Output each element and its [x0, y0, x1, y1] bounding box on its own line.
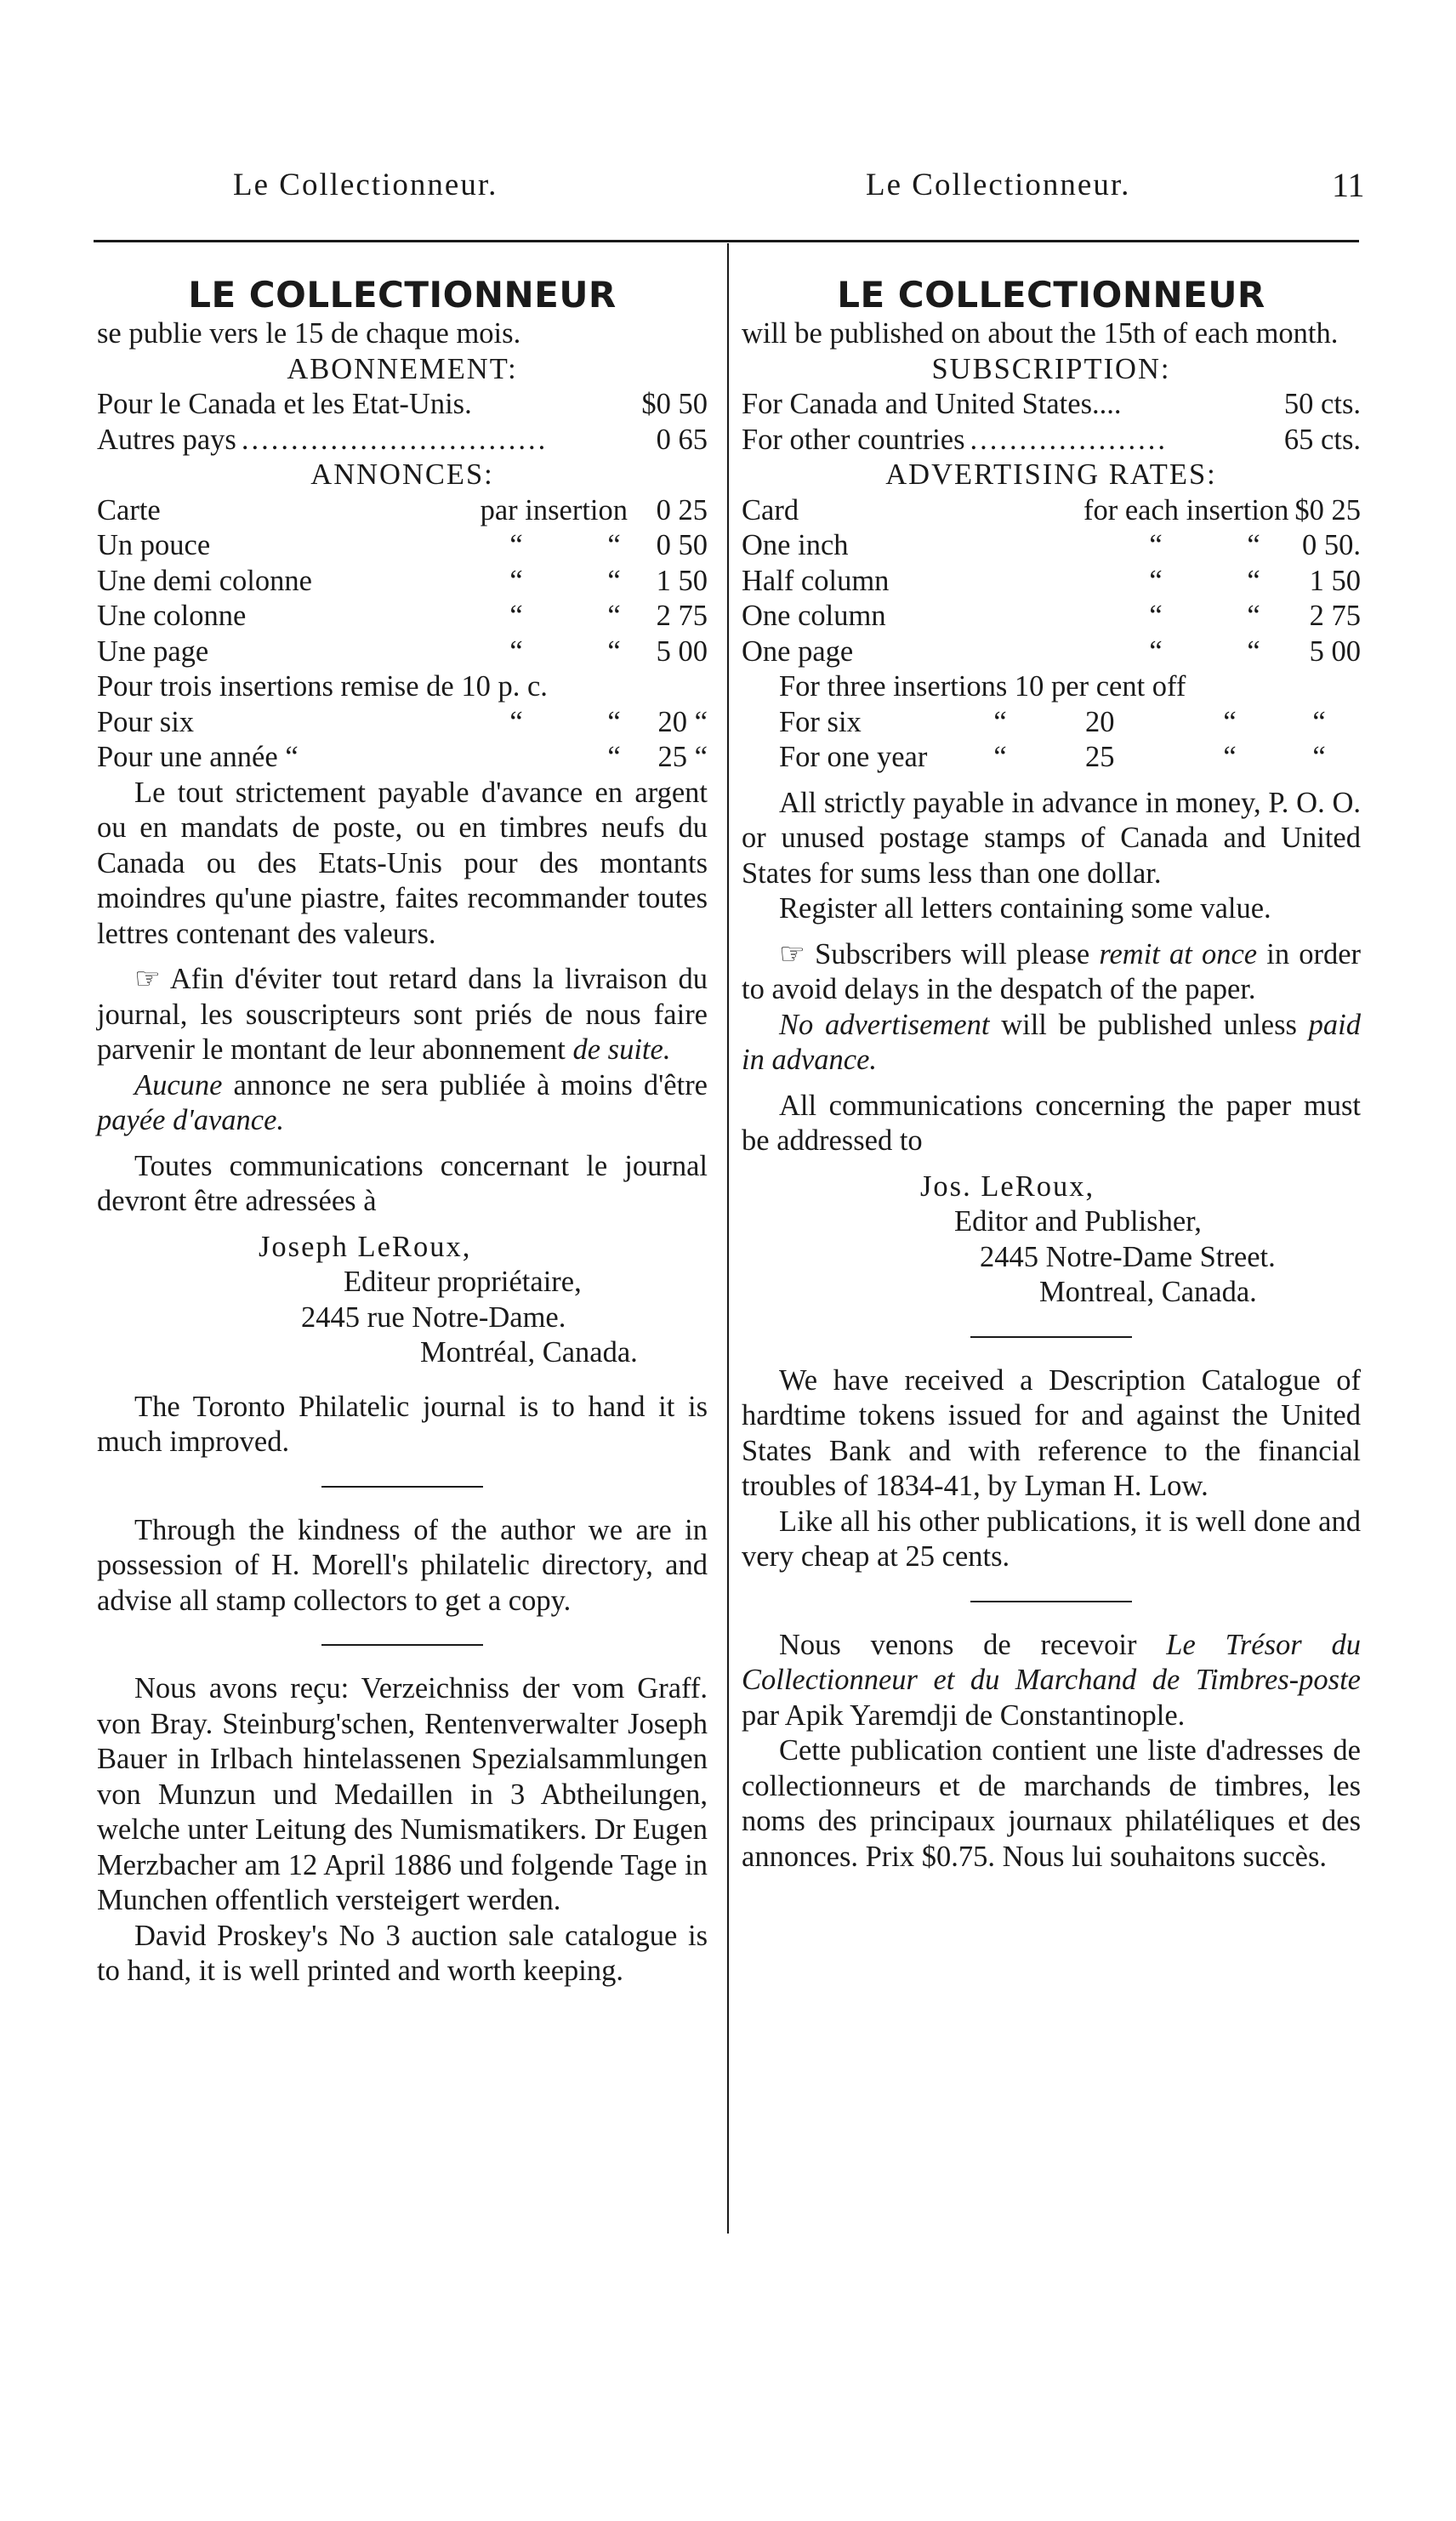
left-subscription-heading: ABONNEMENT:: [287, 352, 518, 385]
right-ad-row: One column “ “ 2 75: [742, 600, 1361, 632]
right-no-ad-paragraph: No advertisement will be published unless paid in advance.: [742, 1008, 1361, 1076]
left-ad-row: Carte par insertion 0 25: [97, 493, 708, 526]
right-separator: [970, 1601, 1132, 1602]
left-address-city: Montréal, Canada.: [420, 1336, 638, 1369]
left-discount-line: Pour six “ “ 20 “: [97, 705, 708, 738]
right-separator: [970, 1336, 1132, 1338]
left-column: [97, 274, 708, 1989]
right-ad-row: Card for each insertion $0 25: [742, 493, 1361, 526]
pointing-hand-icon: ☞: [134, 963, 161, 995]
right-register-paragraph: Register all letters containing some value.: [779, 892, 1271, 925]
right-remit-paragraph: ☞ Subscribers will please remit at once in order to avoid delays in the despatch of the paper.: [742, 937, 1361, 1005]
left-separator: [321, 1486, 483, 1488]
left-news-item: Through the kindness of the author we are in possession of H. Morell's philatelic directory, and advise all stamp collectors to get a copy.: [97, 1513, 708, 1617]
right-discount-line: For three insertions 10 per cent off: [779, 670, 1186, 703]
left-separator: [321, 1644, 483, 1646]
right-ad-row: Half column “ “ 1 50: [742, 564, 1361, 597]
left-ad-row: Une demi colonne “ “ 1 50: [97, 564, 708, 597]
right-news-item: Cette publication contient une liste d'adresses de collectionneurs et de marchands de timbres, les noms des principaux journaux philatéliques et des annonces. Prix $0.75. Nous lui souhaitons succès.: [742, 1734, 1361, 1873]
right-address-street: 2445 Notre-Dame Street.: [980, 1240, 1276, 1273]
left-sub-row: Autres pays ............................... 0 65: [97, 423, 708, 456]
left-running-head: Le Collectionneur.: [233, 168, 498, 202]
right-news-item: Nous venons de recevoir Le Trésor du Collectionneur et du Marchand de Timbres-poste par Apik Yaremdji de Constantinople.: [742, 1628, 1361, 1732]
right-address-title: Editor and Publisher,: [954, 1205, 1202, 1238]
left-address-name: Joseph LeRoux,: [259, 1230, 472, 1263]
right-address-name: Jos. LeRoux,: [920, 1169, 1095, 1203]
right-ads-heading: ADVERTISING RATES:: [885, 458, 1217, 491]
left-discount-line: Pour une année “ “ 25 “: [97, 741, 708, 773]
right-column: [742, 274, 1361, 1875]
header-rule: [94, 240, 1359, 242]
left-ad-row: Une colonne “ “ 2 75: [97, 600, 708, 632]
left-ads-heading: ANNONCES:: [310, 458, 494, 491]
right-masthead: LE COLLECTIONNEUR: [837, 274, 1265, 316]
left-delay-paragraph: ☞ Afin d'éviter tout retard dans la livraison du journal, les souscripteurs sont priés de nous faire parvenir le montant de leur abonnement de suite.: [97, 963, 708, 1066]
right-news-item: We have received a Description Catalogue of hardtime tokens issued for and against the United States Bank and with reference to the financial troubles of 1834-41, by Lyman H. Low.: [742, 1363, 1361, 1502]
left-address-title: Editeur propriétaire,: [344, 1266, 582, 1298]
left-news-item: Nous avons reçu: Verzeichniss der vom Graff. von Bray. Steinburg'schen, Rentenverwalter Joseph Bauer in Irlbach hintelassenen Spezialsammlungen von Munzun und Medaillen in 3 Abtheilungen, welche unter Leitung des Numismatikers. Dr Eugen Merzbacher am 12 April 1886 und folgende Tage in Munchen offentlich versteigert werden.: [97, 1672, 708, 1916]
left-masthead: LE COLLECTIONNEUR: [188, 274, 617, 316]
right-discount-line: For one year “ 25 “ “: [779, 741, 1326, 773]
left-news-item: David Proskey's No 3 auction sale catalogue is to hand, it is well printed and worth keeping.: [97, 1919, 708, 1987]
left-news-item: The Toronto Philatelic journal is to hand it is much improved.: [97, 1390, 708, 1458]
left-payment-paragraph: Le tout strictement payable d'avance en argent ou en mandats de poste, ou en timbres neufs du Canada ou des Etats-Unis pour des montants moindres qu'une piastre, faites recommander toutes lettres contenant des valeurs.: [97, 776, 708, 950]
right-payment-paragraph: All strictly payable in advance in money, P. O. O. or unused postage stamps of Canada and United States for sums less than one dollar.: [742, 786, 1361, 890]
right-ad-row: One page “ “ 5 00: [742, 635, 1361, 668]
right-running-head: Le Collectionneur.: [866, 168, 1131, 202]
right-address-city: Montreal, Canada.: [1039, 1276, 1257, 1308]
right-sub-row: For other countries .................... 65 cts.: [742, 423, 1361, 456]
page-number: 11: [1332, 166, 1365, 204]
right-subscription-heading: SUBSCRIPTION:: [931, 352, 1171, 385]
column-divider: [727, 243, 729, 2234]
pointing-hand-icon: ☞: [779, 937, 805, 970]
right-sub-row: For Canada and United States.... 50 cts.: [742, 388, 1361, 420]
right-discount-line: For six “ 20 “ “: [779, 705, 1326, 738]
right-news-item: Like all his other publications, it is well done and very cheap at 25 cents.: [742, 1505, 1361, 1573]
left-ad-row: Un pouce “ “ 0 50: [97, 529, 708, 561]
left-ad-row: Une page “ “ 5 00: [97, 635, 708, 668]
left-intro: se publie vers le 15 de chaque mois.: [97, 317, 521, 350]
left-discount-line: Pour trois insertions remise de 10 p. c.: [97, 670, 548, 703]
left-sub-row: Pour le Canada et les Etat-Unis. $0 50: [97, 388, 708, 420]
right-ad-row: One inch “ “ 0 50.: [742, 529, 1361, 561]
left-communications-paragraph: Toutes communications concernant le journal devront être adressées à: [97, 1149, 708, 1217]
left-ads-paragraph: Aucune annonce ne sera publiée à moins d'être payée d'avance.: [97, 1068, 708, 1136]
left-address-street: 2445 rue Notre-Dame.: [301, 1300, 566, 1334]
right-intro: will be published on about the 15th of each month.: [742, 317, 1339, 350]
right-communications-paragraph: All communications concerning the paper must be addressed to: [742, 1089, 1361, 1157]
